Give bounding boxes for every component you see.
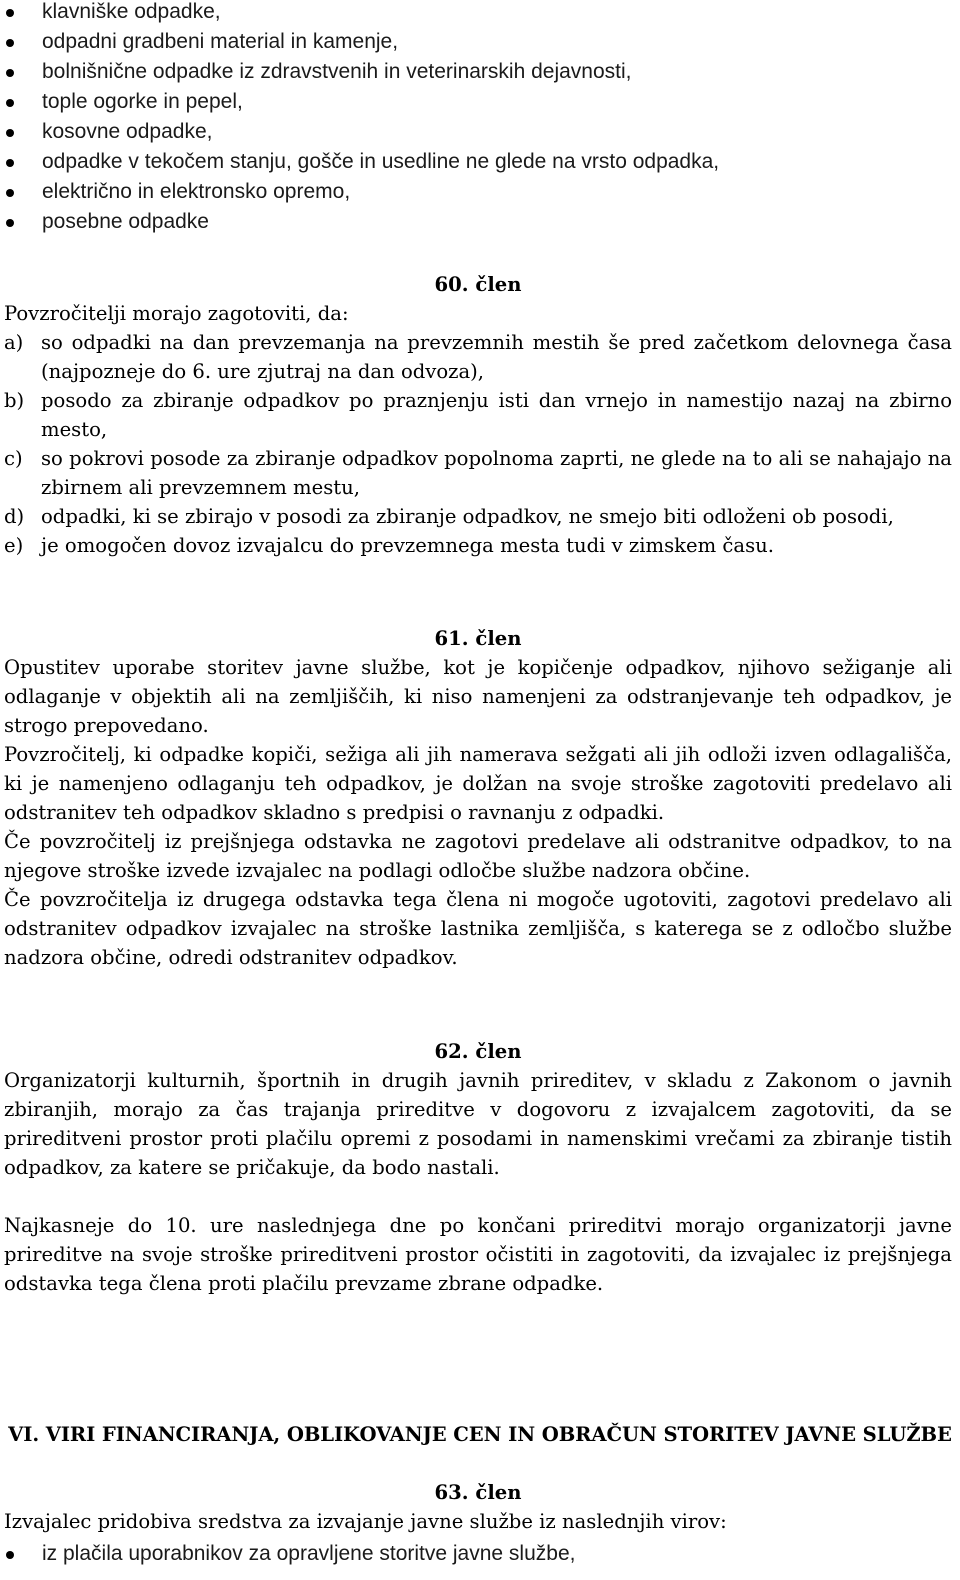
section-title: VI. VIRI FINANCIRANJA, OBLIKOVANJE CEN IN OBRAČUN STORITEV JAVNE SLUŽBE [8, 1423, 952, 1446]
bullet-icon [6, 189, 14, 197]
item-marker: c) [4, 447, 23, 470]
list-item: kosovne odpadke, [0, 117, 960, 147]
bullet-icon [6, 129, 14, 137]
list-item: posebne odpadke [0, 207, 960, 237]
bullet-icon [6, 39, 14, 47]
article-63 [4, 1478, 952, 1536]
list-item: c) so pokrovi posode za zbiranje odpadkov popolnoma zaprti, ne glede na to ali se nahajajo na zbirnem ali prevzemnem mestu, [4, 444, 952, 502]
article-heading: 63. člen [434, 1481, 522, 1504]
paragraph: Če povzročitelj iz prejšnjega odstavka ne zagotovi predelave ali odstranitve odpadkov, to na njegove stroške izvede izvajalec na podlagi odločbe službe nadzora občine. [4, 830, 952, 882]
list-item: e) je omogočen dovoz izvajalcu do prevzemnega mesta tudi v zimskem času. [4, 531, 952, 560]
list-item: električno in elektronsko opremo, [0, 177, 960, 207]
bullet-icon [6, 69, 14, 77]
item-marker: e) [4, 534, 24, 557]
paragraph: Če povzročitelja iz drugega odstavka tega člena ni mogoče ugotoviti, zagotovi predelavo ali odstranitev odpadkov izvajalec na stroške lastnika zemljišča, s katerega se z odločbo službe nadzora občine, odredi odstranitev odpadkov. [4, 888, 952, 969]
article-intro: Povzročitelji morajo zagotoviti, da: [4, 302, 349, 325]
list-item: bolnišnične odpadke iz zdravstvenih in veterinarskih dejavnosti, [0, 57, 960, 87]
item-marker: a) [4, 331, 24, 354]
waste-type-list [0, 0, 960, 237]
list-item: odpadni gradbeni material in kamenje, [0, 27, 960, 57]
paragraph: Opustitev uporabe storitev javne službe, kot je kopičenje odpadkov, njihovo sežiganje ali odlaganje v objektih ali na zemljiščih, ki niso namenjeni za odstranjevanje teh odpadkov, je strogo prepovedano. [4, 656, 952, 737]
bullet-icon [6, 219, 14, 227]
list-item: odpadke v tekočem stanju, gošče in usedline ne glede na vrsto odpadka, [0, 147, 960, 177]
item-marker: d) [4, 505, 25, 528]
bullet-icon [6, 99, 14, 107]
list-item: tople ogorke in pepel, [0, 87, 960, 117]
list-item: d) odpadki, ki se zbirajo v posodi za zbiranje odpadkov, ne smejo biti odloženi ob posodi, [4, 502, 952, 531]
list-item: a) so odpadki na dan prevzemanja na prevzemnih mestih še pred začetkom delovnega časa (najpozneje do 6. ure zjutraj na dan odvoza), [4, 328, 952, 386]
article-heading: 60. člen [434, 273, 522, 296]
item-marker: b) [4, 389, 25, 412]
paragraph: Organizatorji kulturnih, športnih in drugih javnih prireditev, v skladu z Zakonom o javnih zbiranjih, morajo za čas trajanja prireditve v dogovoru z izvajalcem zagotoviti, da se prireditveni prostor proti plačilu opremi z posodami in namenskimi vrečami za zbiranje tistih odpadkov, za katere se pričakuje, da bodo nastali. [4, 1069, 952, 1179]
article-60 [4, 270, 952, 560]
article-heading: 62. člen [434, 1040, 522, 1063]
article-heading: 61. člen [434, 627, 522, 650]
bullet-icon [6, 9, 14, 17]
funding-source-list [0, 1539, 960, 1569]
article-61 [4, 624, 952, 972]
paragraph: Povzročitelj, ki odpadke kopiči, sežiga ali jih namerava sežgati ali jih odloži izven odlagališča, ki je namenjeno odlaganju teh odpadkov, je dolžan na svoje stroške zagotoviti predelavo ali odstranitev teh odpadkov skladno s predpisi o ravnanju z odpadki. [4, 743, 952, 824]
paragraph: Najkasneje do 10. ure naslednjega dne po končani prireditvi morajo organizatorji javne prireditve na svoje stroške prireditveni prostor očistiti in zagotoviti, da izvajalec iz prejšnjega odstavka tega člena proti plačilu prevzame zbrane odpadke. [4, 1214, 952, 1295]
list-item: b) posodo za zbiranje odpadkov po praznjenju isti dan vrnejo in namestijo nazaj na zbirno mesto, [4, 386, 952, 444]
bullet-icon [6, 159, 14, 167]
list-item: klavniške odpadke, [0, 0, 960, 27]
list-item: iz plačila uporabnikov za opravljene storitve javne službe, [0, 1539, 960, 1569]
article-intro: Izvajalec pridobiva sredstva za izvajanje javne službe iz naslednjih virov: [4, 1510, 727, 1533]
bullet-icon [6, 1551, 14, 1559]
article-62 [4, 1037, 952, 1298]
